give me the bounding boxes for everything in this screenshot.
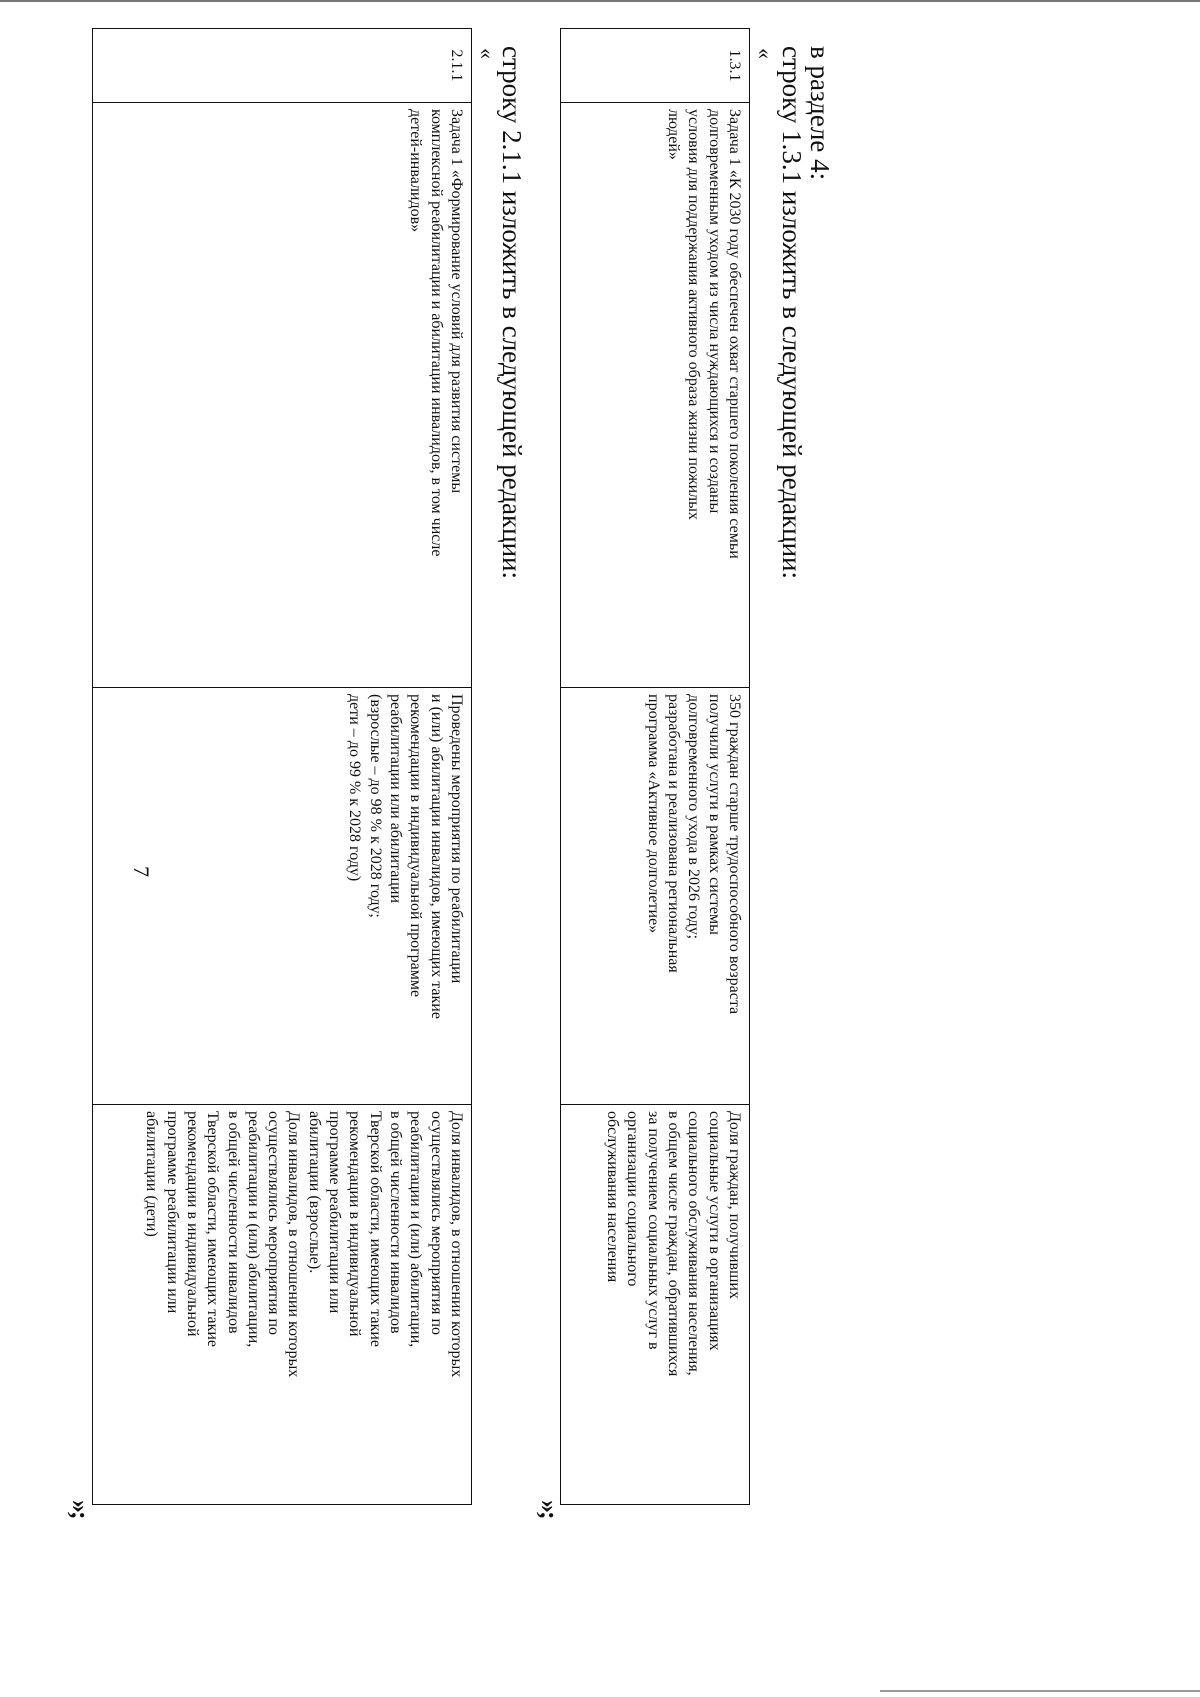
row-2-number: 2.1.1 [93,29,472,103]
scan-edge-top [0,0,1200,2]
row-2-indicator: Доля инвалидов, в отношении которых осуществлялись мероприятия по реабилитации и (или) абилитации, в общей численности инвалидов Тверской области, имеющих такие рекомендации в индивидуальной программе реабилитации или абилитации (взрослые). Доля инвалидов, в отношении которых осуществлялись мероприятия по реабилитации и (или) абилитации, в общей численности инвалидов Тверской области, имеющих такие рекомендации в индивидуальной программе реабилитации или абилитации (дети) [93,1105,472,1505]
row-2-task: Задача 1 «Формирование условий для развития системы комплексной реабилитации и абилитации инвалидов, в том числе детей-инвалидов» [93,103,472,688]
row-1-open-quote: « [753,48,778,59]
row-1-table [560,28,750,1505]
table-row [93,29,472,1505]
row-1-result: 350 граждан старше трудоспособного возраста получили услуги в рамках системы долговременного ухода в 2026 году; разработана и реализована региональная программа «Активное долголетие» [561,688,750,1105]
table-row [561,29,750,1505]
rotated-document-page [12,26,1012,1626]
row-1-close-mark: »; [535,1500,564,1518]
scan-edge-bottom [880,1690,1200,1692]
row-2-instruction: строку 2.1.1 изложить в следующей редакции: [497,46,527,580]
row-2-open-quote: « [475,48,500,59]
row-1-indicator: Доля граждан, получивших социальные услуги в организациях социального обслуживания населения, в общем числе граждан, обратившихся за получением социальных услуг в организации социального обслуживания населения [561,1105,750,1505]
row-1-number: 1.3.1 [561,29,750,103]
page-number: 7 [129,866,154,877]
section-heading: в разделе 4: [805,46,835,181]
row-2-table [92,28,472,1505]
row-2-result: Проведены мероприятия по реабилитации и (или) абилитации инвалидов, имеющих такие рекомендации в индивидуальной программе реабилитации или абилитации (взрослые – до 98 % к 2028 году; дети – до 99 % к 2028 году) [93,688,472,1105]
row-1-instruction: строку 1.3.1 изложить в следующей редакции: [777,46,807,580]
row-1-task: Задача 1 «К 2030 году обеспечен охват старшего поколения семьи долговременным уходом из числа нуждающихся и созданы условия для поддержания активного образа жизни пожилых людей» [561,103,750,688]
row-2-close-mark: »; [66,1500,95,1518]
